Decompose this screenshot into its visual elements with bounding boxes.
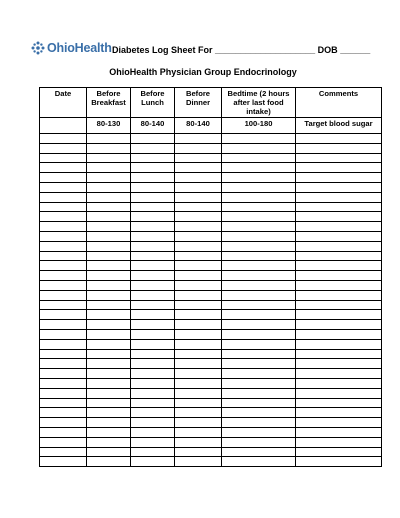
log-row [40, 251, 382, 261]
target-before-dinner: 80-140 [175, 118, 222, 134]
comments-cell[interactable] [296, 222, 382, 232]
before-dinner-cell[interactable] [175, 320, 222, 330]
before-lunch-cell[interactable] [131, 231, 175, 241]
log-row [40, 408, 382, 418]
before-breakfast-cell[interactable] [87, 212, 131, 222]
before-dinner-cell[interactable] [175, 231, 222, 241]
before-breakfast-cell[interactable] [87, 222, 131, 232]
bedtime-cell[interactable] [222, 231, 296, 241]
date-cell[interactable] [40, 153, 87, 163]
log-row [40, 329, 382, 339]
comments-cell[interactable] [296, 388, 382, 398]
comments-cell[interactable] [296, 369, 382, 379]
before-breakfast-cell[interactable] [87, 241, 131, 251]
bedtime-cell[interactable] [222, 398, 296, 408]
date-cell[interactable] [40, 310, 87, 320]
before-dinner-cell[interactable] [175, 134, 222, 144]
bedtime-cell[interactable] [222, 290, 296, 300]
bedtime-cell[interactable] [222, 378, 296, 388]
log-row [40, 349, 382, 359]
before-breakfast-cell[interactable] [87, 378, 131, 388]
date-cell[interactable] [40, 134, 87, 144]
date-cell[interactable] [40, 241, 87, 251]
before-dinner-cell[interactable] [175, 222, 222, 232]
comments-cell[interactable] [296, 398, 382, 408]
before-dinner-cell[interactable] [175, 192, 222, 202]
ohiohealth-logo [31, 41, 112, 55]
column-header-before-breakfast: Before Breakfast [87, 88, 131, 118]
date-cell[interactable] [40, 271, 87, 281]
before-dinner-cell[interactable] [175, 310, 222, 320]
before-dinner-cell[interactable] [175, 447, 222, 457]
log-row [40, 231, 382, 241]
column-header-before-dinner: Before Dinner [175, 88, 222, 118]
comments-cell[interactable] [296, 418, 382, 428]
bedtime-cell[interactable] [222, 212, 296, 222]
before-breakfast-cell[interactable] [87, 173, 131, 183]
comments-cell[interactable] [296, 427, 382, 437]
before-breakfast-cell[interactable] [87, 320, 131, 330]
before-dinner-cell[interactable] [175, 369, 222, 379]
bedtime-cell[interactable] [222, 359, 296, 369]
bedtime-cell[interactable] [222, 457, 296, 467]
before-lunch-cell[interactable] [131, 300, 175, 310]
comments-cell[interactable] [296, 408, 382, 418]
comments-cell[interactable] [296, 251, 382, 261]
date-cell[interactable] [40, 457, 87, 467]
column-header-before-lunch: Before Lunch [131, 88, 175, 118]
before-breakfast-cell[interactable] [87, 359, 131, 369]
comments-cell[interactable] [296, 300, 382, 310]
date-cell[interactable] [40, 329, 87, 339]
date-cell[interactable] [40, 427, 87, 437]
comments-cell[interactable] [296, 212, 382, 222]
before-breakfast-cell[interactable] [87, 408, 131, 418]
log-row [40, 261, 382, 271]
before-dinner-cell[interactable] [175, 280, 222, 290]
before-breakfast-cell[interactable] [87, 280, 131, 290]
comments-cell[interactable] [296, 231, 382, 241]
log-row [40, 290, 382, 300]
before-lunch-cell[interactable] [131, 427, 175, 437]
before-dinner-cell[interactable] [175, 408, 222, 418]
before-dinner-cell[interactable] [175, 349, 222, 359]
log-row [40, 202, 382, 212]
date-cell[interactable] [40, 280, 87, 290]
before-breakfast-cell[interactable] [87, 339, 131, 349]
before-lunch-cell[interactable] [131, 290, 175, 300]
before-lunch-cell[interactable] [131, 398, 175, 408]
before-dinner-cell[interactable] [175, 388, 222, 398]
log-row [40, 153, 382, 163]
name-blank: ____________________ [215, 45, 316, 55]
log-row [40, 212, 382, 222]
log-row [40, 310, 382, 320]
comments-cell[interactable] [296, 153, 382, 163]
before-breakfast-cell[interactable] [87, 437, 131, 447]
bedtime-cell[interactable] [222, 408, 296, 418]
date-cell[interactable] [40, 388, 87, 398]
before-lunch-cell[interactable] [131, 241, 175, 251]
log-row [40, 192, 382, 202]
log-row [40, 359, 382, 369]
bedtime-cell[interactable] [222, 418, 296, 428]
log-row [40, 437, 382, 447]
before-lunch-cell[interactable] [131, 369, 175, 379]
date-cell[interactable] [40, 418, 87, 428]
before-dinner-cell[interactable] [175, 163, 222, 173]
before-breakfast-cell[interactable] [87, 202, 131, 212]
date-cell[interactable] [40, 251, 87, 261]
before-dinner-cell[interactable] [175, 251, 222, 261]
before-dinner-cell[interactable] [175, 300, 222, 310]
before-breakfast-cell[interactable] [87, 329, 131, 339]
bedtime-cell[interactable] [222, 153, 296, 163]
before-breakfast-cell[interactable] [87, 427, 131, 437]
before-lunch-cell[interactable] [131, 173, 175, 183]
bedtime-cell[interactable] [222, 163, 296, 173]
before-lunch-cell[interactable] [131, 447, 175, 457]
date-cell[interactable] [40, 408, 87, 418]
log-row [40, 134, 382, 144]
bedtime-cell[interactable] [222, 134, 296, 144]
before-breakfast-cell[interactable] [87, 300, 131, 310]
before-lunch-cell[interactable] [131, 349, 175, 359]
before-breakfast-cell[interactable] [87, 231, 131, 241]
page-title [112, 45, 370, 56]
before-breakfast-cell[interactable] [87, 310, 131, 320]
before-lunch-cell[interactable] [131, 153, 175, 163]
log-row [40, 427, 382, 437]
comments-cell[interactable] [296, 241, 382, 251]
comments-cell[interactable] [296, 271, 382, 281]
log-row [40, 271, 382, 281]
bedtime-cell[interactable] [222, 427, 296, 437]
before-lunch-cell[interactable] [131, 388, 175, 398]
dob-label: DOB [317, 45, 338, 55]
before-lunch-cell[interactable] [131, 408, 175, 418]
before-breakfast-cell[interactable] [87, 349, 131, 359]
before-lunch-cell[interactable] [131, 134, 175, 144]
log-row [40, 378, 382, 388]
ohiohealth-cross-icon [31, 41, 45, 55]
before-dinner-cell[interactable] [175, 427, 222, 437]
before-breakfast-cell[interactable] [87, 369, 131, 379]
comments-cell[interactable] [296, 134, 382, 144]
log-row [40, 320, 382, 330]
before-breakfast-cell[interactable] [87, 457, 131, 467]
dob-blank: ______ [340, 45, 371, 55]
date-cell[interactable] [40, 231, 87, 241]
title-text: Diabetes Log Sheet For [112, 45, 213, 55]
before-lunch-cell[interactable] [131, 320, 175, 330]
log-row [40, 457, 382, 467]
bedtime-cell[interactable] [222, 182, 296, 192]
bedtime-cell[interactable] [222, 251, 296, 261]
comments-cell[interactable] [296, 320, 382, 330]
bedtime-cell[interactable] [222, 437, 296, 447]
column-header-comments: Comments [296, 88, 382, 118]
date-cell[interactable] [40, 192, 87, 202]
before-breakfast-cell[interactable] [87, 153, 131, 163]
page-subtitle: OhioHealth Physician Group Endocrinology [109, 67, 297, 77]
bedtime-cell[interactable] [222, 192, 296, 202]
before-dinner-cell[interactable] [175, 359, 222, 369]
log-row [40, 241, 382, 251]
log-row [40, 339, 382, 349]
date-cell[interactable] [40, 398, 87, 408]
comments-cell[interactable] [296, 182, 382, 192]
before-lunch-cell[interactable] [131, 418, 175, 428]
before-breakfast-cell[interactable] [87, 398, 131, 408]
log-row [40, 280, 382, 290]
date-cell[interactable] [40, 339, 87, 349]
target-before-breakfast: 80-130 [87, 118, 131, 134]
before-lunch-cell[interactable] [131, 261, 175, 271]
logo-text: OhioHealth [47, 41, 112, 55]
before-breakfast-cell[interactable] [87, 447, 131, 457]
before-dinner-cell[interactable] [175, 241, 222, 251]
date-cell[interactable] [40, 349, 87, 359]
before-dinner-cell[interactable] [175, 339, 222, 349]
before-breakfast-cell[interactable] [87, 251, 131, 261]
date-cell[interactable] [40, 143, 87, 153]
before-lunch-cell[interactable] [131, 163, 175, 173]
target-bedtime: 100-180 [222, 118, 296, 134]
before-dinner-cell[interactable] [175, 182, 222, 192]
target-comments: Target blood sugar [296, 118, 382, 134]
before-dinner-cell[interactable] [175, 378, 222, 388]
date-cell[interactable] [40, 173, 87, 183]
before-dinner-cell[interactable] [175, 398, 222, 408]
before-breakfast-cell[interactable] [87, 418, 131, 428]
date-cell[interactable] [40, 182, 87, 192]
date-cell[interactable] [40, 437, 87, 447]
before-lunch-cell[interactable] [131, 182, 175, 192]
target-before-lunch: 80-140 [131, 118, 175, 134]
comments-cell[interactable] [296, 339, 382, 349]
comments-cell[interactable] [296, 349, 382, 359]
log-table [39, 87, 382, 467]
before-dinner-cell[interactable] [175, 202, 222, 212]
before-dinner-cell[interactable] [175, 290, 222, 300]
date-cell[interactable] [40, 320, 87, 330]
before-lunch-cell[interactable] [131, 339, 175, 349]
target-date-cell[interactable] [40, 118, 87, 134]
before-dinner-cell[interactable] [175, 173, 222, 183]
comments-cell[interactable] [296, 192, 382, 202]
date-cell[interactable] [40, 212, 87, 222]
comments-cell[interactable] [296, 202, 382, 212]
log-row [40, 300, 382, 310]
before-breakfast-cell[interactable] [87, 271, 131, 281]
comments-cell[interactable] [296, 359, 382, 369]
before-dinner-cell[interactable] [175, 437, 222, 447]
before-dinner-cell[interactable] [175, 153, 222, 163]
bedtime-cell[interactable] [222, 300, 296, 310]
bedtime-cell[interactable] [222, 202, 296, 212]
target-row [40, 118, 382, 134]
before-lunch-cell[interactable] [131, 271, 175, 281]
date-cell[interactable] [40, 290, 87, 300]
log-row [40, 222, 382, 232]
before-lunch-cell[interactable] [131, 437, 175, 447]
bedtime-cell[interactable] [222, 310, 296, 320]
before-lunch-cell[interactable] [131, 378, 175, 388]
before-dinner-cell[interactable] [175, 329, 222, 339]
before-lunch-cell[interactable] [131, 310, 175, 320]
comments-cell[interactable] [296, 437, 382, 447]
log-row [40, 398, 382, 408]
comments-cell[interactable] [296, 378, 382, 388]
before-breakfast-cell[interactable] [87, 134, 131, 144]
bedtime-cell[interactable] [222, 261, 296, 271]
log-row [40, 173, 382, 183]
comments-cell[interactable] [296, 261, 382, 271]
before-dinner-cell[interactable] [175, 271, 222, 281]
before-dinner-cell[interactable] [175, 212, 222, 222]
bedtime-cell[interactable] [222, 143, 296, 153]
bedtime-cell[interactable] [222, 447, 296, 457]
bedtime-cell[interactable] [222, 320, 296, 330]
before-lunch-cell[interactable] [131, 359, 175, 369]
before-breakfast-cell[interactable] [87, 192, 131, 202]
date-cell[interactable] [40, 222, 87, 232]
comments-cell[interactable] [296, 310, 382, 320]
column-header-bedtime: Bedtime (2 hours after last food intake) [222, 88, 296, 118]
bedtime-cell[interactable] [222, 329, 296, 339]
bedtime-cell[interactable] [222, 241, 296, 251]
before-dinner-cell[interactable] [175, 261, 222, 271]
bedtime-cell[interactable] [222, 388, 296, 398]
before-breakfast-cell[interactable] [87, 143, 131, 153]
before-breakfast-cell[interactable] [87, 261, 131, 271]
before-lunch-cell[interactable] [131, 251, 175, 261]
bedtime-cell[interactable] [222, 369, 296, 379]
comments-cell[interactable] [296, 447, 382, 457]
before-lunch-cell[interactable] [131, 222, 175, 232]
date-cell[interactable] [40, 369, 87, 379]
header-row [40, 88, 382, 118]
date-cell[interactable] [40, 261, 87, 271]
comments-cell[interactable] [296, 329, 382, 339]
bedtime-cell[interactable] [222, 280, 296, 290]
log-row [40, 163, 382, 173]
bedtime-cell[interactable] [222, 271, 296, 281]
comments-cell[interactable] [296, 163, 382, 173]
before-lunch-cell[interactable] [131, 212, 175, 222]
log-row [40, 182, 382, 192]
bedtime-cell[interactable] [222, 349, 296, 359]
log-row [40, 418, 382, 428]
date-cell[interactable] [40, 378, 87, 388]
date-cell[interactable] [40, 359, 87, 369]
comments-cell[interactable] [296, 280, 382, 290]
before-dinner-cell[interactable] [175, 457, 222, 467]
before-lunch-cell[interactable] [131, 329, 175, 339]
bedtime-cell[interactable] [222, 339, 296, 349]
log-row [40, 447, 382, 457]
date-cell[interactable] [40, 447, 87, 457]
log-row [40, 369, 382, 379]
before-dinner-cell[interactable] [175, 418, 222, 428]
before-lunch-cell[interactable] [131, 192, 175, 202]
comments-cell[interactable] [296, 173, 382, 183]
column-header-date: Date [40, 88, 87, 118]
comments-cell[interactable] [296, 290, 382, 300]
log-row [40, 388, 382, 398]
date-cell[interactable] [40, 300, 87, 310]
date-cell[interactable] [40, 163, 87, 173]
before-lunch-cell[interactable] [131, 280, 175, 290]
log-row [40, 143, 382, 153]
before-breakfast-cell[interactable] [87, 163, 131, 173]
comments-cell[interactable] [296, 457, 382, 467]
bedtime-cell[interactable] [222, 222, 296, 232]
before-lunch-cell[interactable] [131, 143, 175, 153]
bedtime-cell[interactable] [222, 173, 296, 183]
before-lunch-cell[interactable] [131, 202, 175, 212]
before-breakfast-cell[interactable] [87, 388, 131, 398]
before-lunch-cell[interactable] [131, 457, 175, 467]
date-cell[interactable] [40, 202, 87, 212]
before-breakfast-cell[interactable] [87, 290, 131, 300]
before-breakfast-cell[interactable] [87, 182, 131, 192]
before-dinner-cell[interactable] [175, 143, 222, 153]
comments-cell[interactable] [296, 143, 382, 153]
